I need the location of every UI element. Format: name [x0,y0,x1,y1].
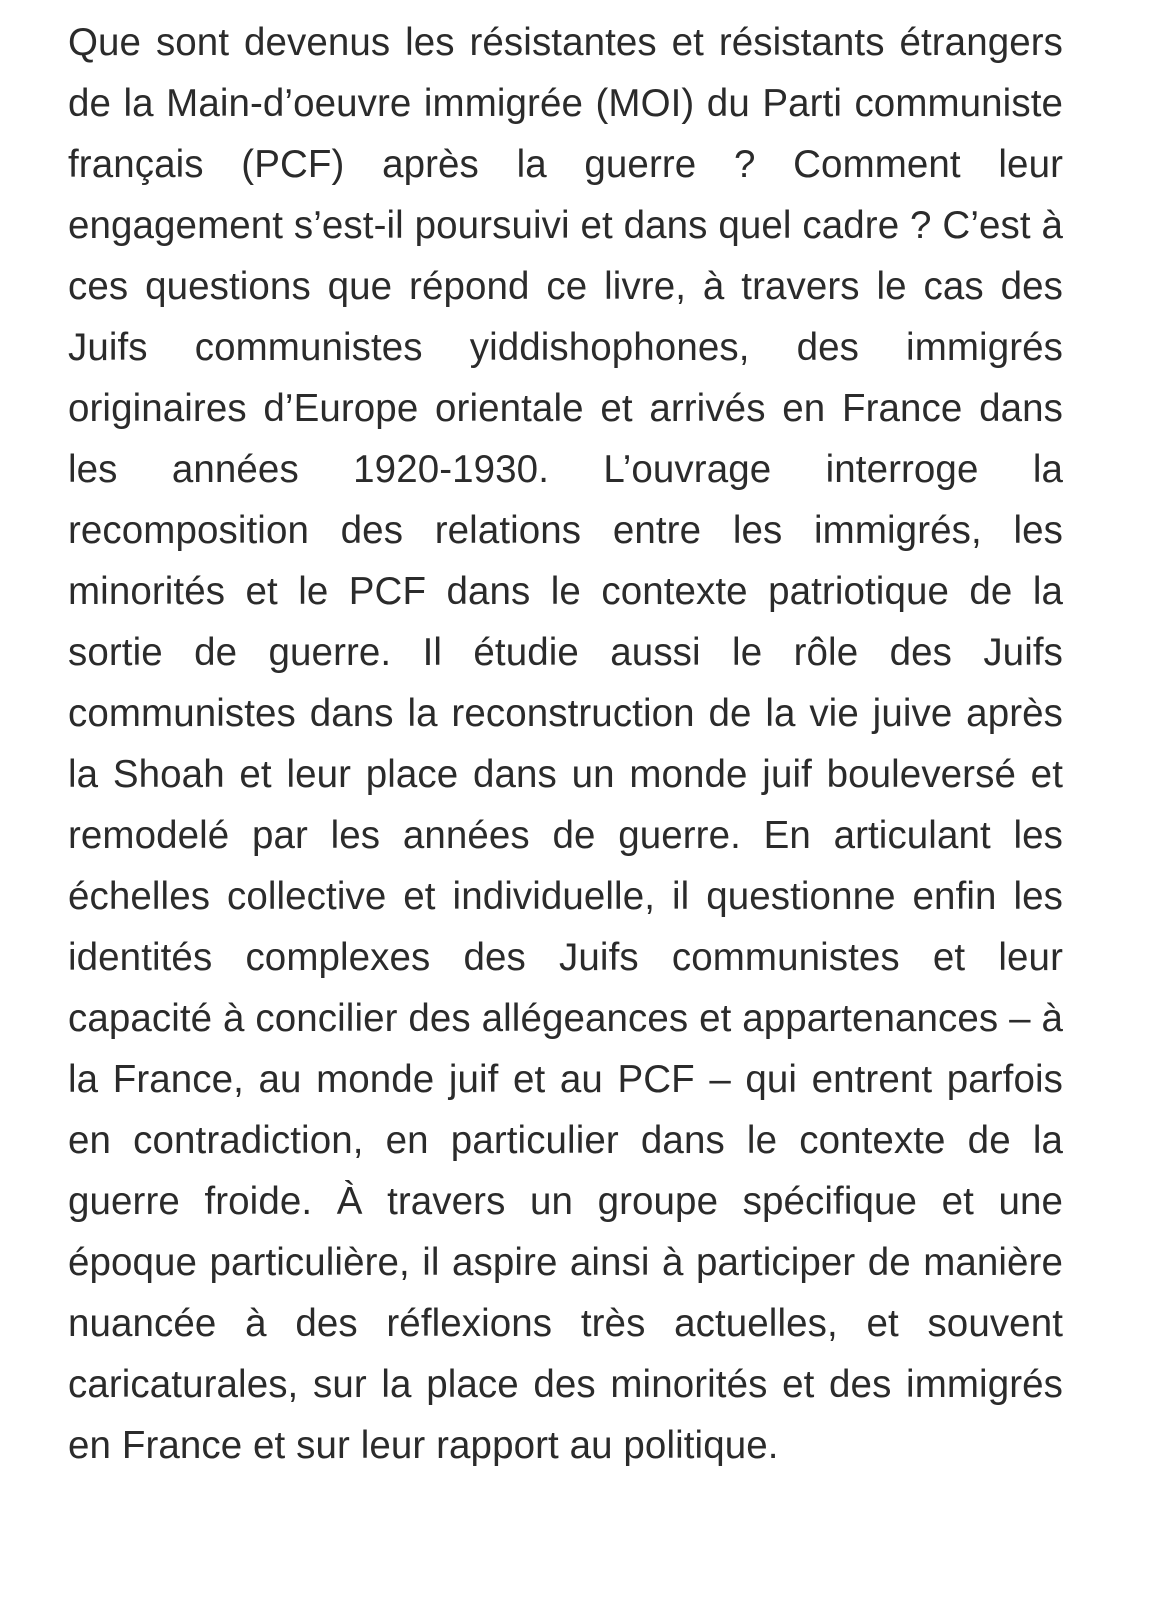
body-paragraph: Que sont devenus les résistantes et résistants étrangers de la Main-d’oeuvre immigrée (MOI) du Parti communiste français (PCF) après la guerre ? Comment leur engagement s’est-il poursuivi et dans quel cadre ? C’est à ces questions que répond ce livre, à travers le cas des Juifs communistes yiddishophones, des immigrés originaires d’Europe orientale et arrivés en France dans les années 1920-1930. L’ouvrage interroge la recomposition des relations entre les immigrés, les minorités et le PCF dans le contexte patriotique de la sortie de guerre. Il étudie aussi le rôle des Juifs communistes dans la reconstruction de la vie juive après la Shoah et leur place dans un monde juif bouleversé et remodelé par les années de guerre. En articulant les échelles collective et individuelle, il questionne enfin les identités complexes des Juifs communistes et leur capacité à concilier des allégeances et appartenances – à la France, au monde juif et au PCF – qui entrent parfois en contradiction, en particulier dans le contexte de la guerre froide. À travers un groupe spécifique et une époque particulière, il aspire ainsi à participer de manière nuancée à des réflexions très actuelles, et souvent caricaturales, sur la place des minorités et des immigrés en France et sur leur rapport au politique. [68,21,1063,1467]
